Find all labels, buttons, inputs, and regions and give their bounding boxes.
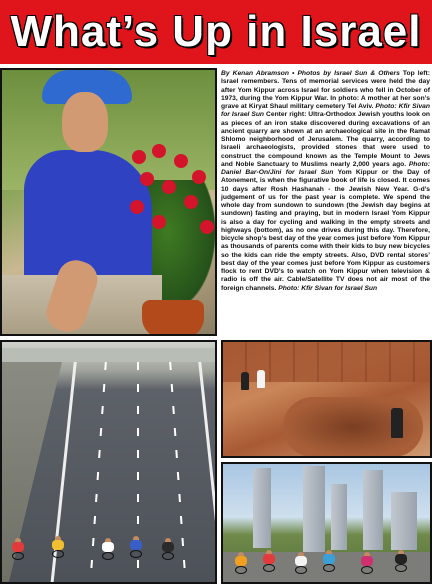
article-paragraph-yom-kippur: Yom Kippur or the Day of Atonement, is when the figurative book of life is closed. It comes 10 days after Rosh Hashanah - the Jewish New Year. G-d’s judgement of us for the past year is complete. We spend the whole day from sundown to sundown (the Jewish day begins at sundown) fasting and praying, but in modern Israel Yom Kippur is also a day for cycling and walking in the empty streets and highways (bottom), as no one drives during this day. Therefore, bicycle shop’s best day of the year comes just before Yom Kippur as thousands of parents come with their kids to buy new bicycles so the kids can ride the empty streets. Also, DVD rental stores’ best day of the year comes just before Yom Kippur as customers flock to rent DVD’s to watch on Yom Kippur when television & radio is off the air. Cable/Satellite TV does not air most of the foreign channels. <box>221 169 430 292</box>
photo-mother-at-grave <box>0 68 217 336</box>
photo-credit-memorial: Photo: Kfir Sivan for Israel Sun <box>221 103 430 119</box>
photo-empty-highway-cyclists <box>0 340 217 584</box>
article-paragraph-memorial: Top left: Israel remembers. Tens of memorial services were held the day after Yom Kippur across Israel for soldiers who fell in October of 1973, during the Yom Kippur War. In photo: A mother at her son’s grave at Kiryat Shaul military cemetery Tel Aviv. <box>221 70 430 110</box>
photo-credit-yom-kippur: Photo: Kfir Sivan for Israel Sun <box>278 284 378 292</box>
article-paragraph-quarry: Center right: Ultra-Orthodox Jewish youths look on as pieces of an iron stake discovered during excavations of an ancient quarry are shown at an archaeological site in the Ramat Shlomo neighborhood of Jerusalem. The quarry, according to Israeli archaeologists, provided stones that were used to construct the compound known as the Temple Mount to Jews and Noble Sanctuary to Muslims nearly 2,000 years ago. <box>221 111 430 168</box>
title-banner <box>0 0 432 64</box>
page-title: What’s Up in Israel <box>10 7 422 56</box>
photo-credit-quarry: Photo: Daniel Bar-On/Jini for Israel Sun <box>221 160 430 176</box>
photo-kids-cycling-city <box>221 462 432 584</box>
article-text <box>221 70 430 338</box>
photo-ancient-quarry-excavation <box>221 340 432 458</box>
article-byline: By Kenan Abramson • Photos by Israel Sun & Others <box>221 70 403 77</box>
